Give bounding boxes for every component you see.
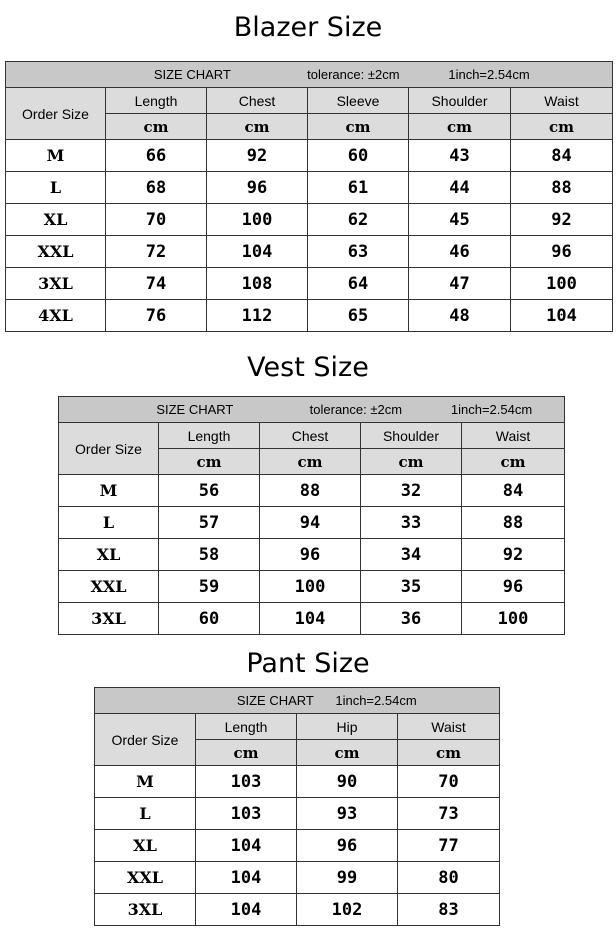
column-header: Sleeve (308, 88, 409, 114)
value-cell: 102 (297, 894, 398, 926)
size-cell: 3XL (59, 603, 159, 635)
unit-cell: cm (462, 449, 565, 475)
value-cell: 92 (462, 539, 565, 571)
column-header: Waist (511, 88, 613, 114)
order-size-header: Order Size (6, 88, 106, 140)
table-row (6, 172, 613, 204)
column-header: Shoulder (409, 88, 511, 114)
value-cell: 66 (106, 140, 207, 172)
value-cell: 88 (260, 475, 361, 507)
value-cell: 35 (361, 571, 462, 603)
size-cell: XL (95, 830, 196, 862)
value-cell: 62 (308, 204, 409, 236)
table-row (59, 603, 565, 635)
blazer-size-table (5, 61, 613, 332)
value-cell: 100 (207, 204, 308, 236)
table-row (6, 140, 613, 172)
column-header: Length (196, 714, 297, 740)
value-cell: 104 (207, 236, 308, 268)
value-cell: 92 (511, 204, 613, 236)
value-cell: 84 (511, 140, 613, 172)
unit-cell: cm (361, 449, 462, 475)
value-cell: 74 (106, 268, 207, 300)
value-cell: 65 (308, 300, 409, 332)
unit-cell: cm (106, 114, 207, 140)
value-cell: 47 (409, 268, 511, 300)
table-row (95, 862, 500, 894)
pant-meta-row (95, 688, 500, 714)
value-cell: 100 (462, 603, 565, 635)
order-size-header: Order Size (59, 423, 159, 475)
unit-cell: cm (159, 449, 260, 475)
column-header: Length (106, 88, 207, 114)
unit-cell: cm (260, 449, 361, 475)
vest-size-table (58, 396, 565, 635)
conversion-label: 1inch=2.54cm (450, 402, 533, 417)
tolerance-label: tolerance: ±2cm (307, 67, 400, 82)
value-cell: 34 (361, 539, 462, 571)
value-cell: 73 (398, 798, 500, 830)
blazer-meta-row (6, 62, 613, 88)
column-header: Hip (297, 714, 398, 740)
value-cell: 48 (409, 300, 511, 332)
table-row (95, 830, 500, 862)
value-cell: 83 (398, 894, 500, 926)
size-cell: 3XL (6, 268, 106, 300)
value-cell: 100 (260, 571, 361, 603)
value-cell: 92 (207, 140, 308, 172)
value-cell: 96 (297, 830, 398, 862)
value-cell: 36 (361, 603, 462, 635)
value-cell: 104 (511, 300, 613, 332)
value-cell: 96 (207, 172, 308, 204)
column-header: Length (159, 423, 260, 449)
value-cell: 84 (462, 475, 565, 507)
column-header: Waist (398, 714, 500, 740)
vest-meta-row (59, 397, 565, 423)
unit-cell: cm (196, 740, 297, 766)
pant-header-row (95, 714, 500, 740)
table-row (95, 798, 500, 830)
value-cell: 60 (159, 603, 260, 635)
size-chart-label: SIZE CHART (156, 402, 234, 417)
column-header: Chest (260, 423, 361, 449)
unit-cell: cm (308, 114, 409, 140)
value-cell: 88 (462, 507, 565, 539)
table-row (59, 507, 565, 539)
table-row (59, 571, 565, 603)
size-cell: L (59, 507, 159, 539)
pant-size-table (94, 687, 500, 926)
value-cell: 108 (207, 268, 308, 300)
value-cell: 90 (297, 766, 398, 798)
value-cell: 61 (308, 172, 409, 204)
size-cell: M (6, 140, 106, 172)
table-row (59, 539, 565, 571)
value-cell: 72 (106, 236, 207, 268)
vest-title: Vest Size (247, 352, 369, 383)
value-cell: 88 (511, 172, 613, 204)
blazer-header-row (6, 88, 613, 114)
table-row (6, 236, 613, 268)
size-chart-label: SIZE CHART (153, 67, 231, 82)
column-header: Chest (207, 88, 308, 114)
value-cell: 43 (409, 140, 511, 172)
unit-cell: cm (409, 114, 511, 140)
value-cell: 60 (308, 140, 409, 172)
size-chart-label: SIZE CHART (236, 693, 314, 708)
unit-cell: cm (398, 740, 500, 766)
value-cell: 57 (159, 507, 260, 539)
value-cell: 56 (159, 475, 260, 507)
blazer-title: Blazer Size (233, 12, 383, 43)
order-size-header: Order Size (95, 714, 196, 766)
value-cell: 59 (159, 571, 260, 603)
value-cell: 100 (511, 268, 613, 300)
vest-header-row (59, 423, 565, 449)
table-row (95, 894, 500, 926)
value-cell: 96 (462, 571, 565, 603)
pant-title: Pant Size (246, 648, 370, 679)
value-cell: 80 (398, 862, 500, 894)
table-row (95, 766, 500, 798)
value-cell: 58 (159, 539, 260, 571)
table-row (6, 268, 613, 300)
value-cell: 99 (297, 862, 398, 894)
value-cell: 94 (260, 507, 361, 539)
value-cell: 76 (106, 300, 207, 332)
value-cell: 103 (196, 766, 297, 798)
value-cell: 70 (106, 204, 207, 236)
column-header: Waist (462, 423, 565, 449)
table-row (6, 204, 613, 236)
table-row (6, 300, 613, 332)
value-cell: 93 (297, 798, 398, 830)
size-cell: XXL (6, 236, 106, 268)
value-cell: 103 (196, 798, 297, 830)
size-cell: 4XL (6, 300, 106, 332)
value-cell: 63 (308, 236, 409, 268)
unit-cell: cm (207, 114, 308, 140)
column-header: Shoulder (361, 423, 462, 449)
value-cell: 33 (361, 507, 462, 539)
size-cell: XXL (59, 571, 159, 603)
size-cell: XL (6, 204, 106, 236)
unit-cell: cm (511, 114, 613, 140)
size-cell: 3XL (95, 894, 196, 926)
value-cell: 104 (260, 603, 361, 635)
value-cell: 44 (409, 172, 511, 204)
size-cell: M (95, 766, 196, 798)
value-cell: 96 (260, 539, 361, 571)
value-cell: 70 (398, 766, 500, 798)
value-cell: 32 (361, 475, 462, 507)
value-cell: 104 (196, 862, 297, 894)
value-cell: 45 (409, 204, 511, 236)
value-cell: 104 (196, 830, 297, 862)
value-cell: 96 (511, 236, 613, 268)
unit-cell: cm (297, 740, 398, 766)
value-cell: 68 (106, 172, 207, 204)
size-cell: L (6, 172, 106, 204)
table-row (59, 475, 565, 507)
value-cell: 77 (398, 830, 500, 862)
tolerance-label: tolerance: ±2cm (309, 402, 403, 417)
size-cell: XXL (95, 862, 196, 894)
value-cell: 64 (308, 268, 409, 300)
size-cell: XL (59, 539, 159, 571)
conversion-label: 1inch=2.54cm (448, 67, 530, 82)
size-cell: L (95, 798, 196, 830)
value-cell: 46 (409, 236, 511, 268)
size-cell: M (59, 475, 159, 507)
conversion-label: 1inch=2.54cm (335, 693, 417, 708)
value-cell: 104 (196, 894, 297, 926)
value-cell: 112 (207, 300, 308, 332)
